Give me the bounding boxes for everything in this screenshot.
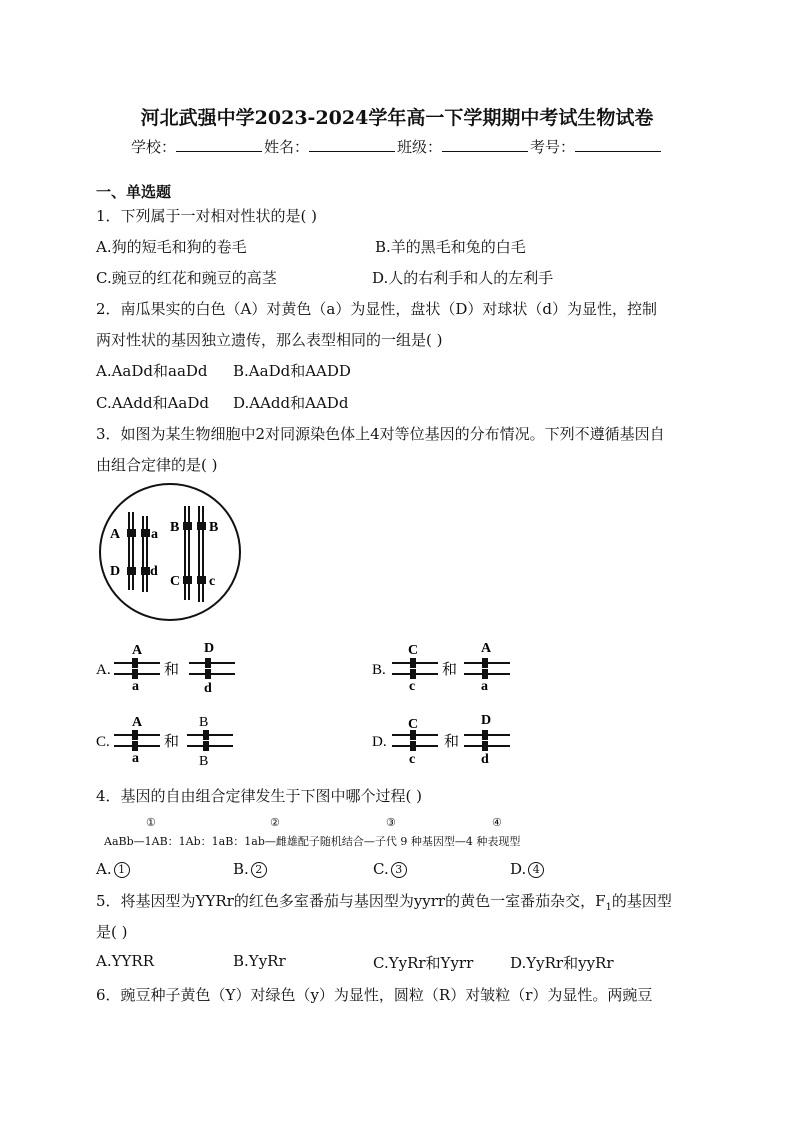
cell-chromosome-diagram xyxy=(98,482,243,622)
gene-label: C xyxy=(408,643,419,658)
q2-stem-line1: 2．南瓜果实的白色（A）对黄色（a）为显性，盘状（D）对球状（d）为显性，控制 xyxy=(96,300,657,318)
exam-title: 河北武强中学2023-2024学年高一下学期期中考试生物试卷 xyxy=(140,107,654,129)
q5-option-a: A.YYRR xyxy=(96,952,154,970)
gene-locus xyxy=(127,529,136,537)
conjunction-he: 和 xyxy=(442,662,458,678)
q5-stem-line2: 是( ) xyxy=(96,923,128,941)
option-label: D. xyxy=(510,860,527,878)
gene-label: d xyxy=(481,752,489,767)
class-label: 班级： xyxy=(397,138,443,156)
gene-label: c xyxy=(409,752,416,767)
section-heading: 一、单选题 xyxy=(96,183,172,201)
id-label: 考号： xyxy=(530,138,576,156)
q3-option-c-label: C. xyxy=(96,734,110,750)
q2-option-c: C.AAdd和AaDd xyxy=(96,394,209,412)
name-label: 姓名： xyxy=(263,138,309,156)
id-blank[interactable] xyxy=(575,137,661,152)
gene-label: B xyxy=(199,715,209,730)
gene-label-B-right: B xyxy=(209,520,219,535)
process-step-2: ② xyxy=(270,816,280,829)
gene-label: D xyxy=(204,641,215,656)
gene-locus xyxy=(141,529,150,537)
q3-option-b-pair1 xyxy=(392,643,438,694)
q3-option-a-pair2 xyxy=(189,641,235,696)
conjunction-he: 和 xyxy=(164,734,180,750)
gene-label-d: d xyxy=(150,564,158,579)
gene-locus xyxy=(183,576,192,584)
q5-option-d: D.YyRr和yyRr xyxy=(510,954,614,972)
option-label: B. xyxy=(233,860,249,878)
conjunction-he: 和 xyxy=(164,662,180,678)
process-chain: AaBb—1AB：1Ab：1aB：1ab—雌雄配子随机结合—子代 9 种基因型—4 种表现型 xyxy=(104,835,521,848)
q3-stem-line1: 3．如图为某生物细胞中2对同源染色体上4对等位基因的分布情况。下列不遵循基因自 xyxy=(96,425,665,443)
q4-stem: 4．基因的自由组合定律发生于下图中哪个过程( ) xyxy=(96,787,423,805)
q3-option-a-pair1 xyxy=(114,643,160,694)
gene-label-A: A xyxy=(110,527,121,542)
class-blank[interactable] xyxy=(442,137,528,152)
gene-label: c xyxy=(409,679,416,694)
process-step-4: ④ xyxy=(492,816,502,829)
q3-option-c-pair2 xyxy=(187,715,233,769)
q1-option-c: C.豌豆的红花和豌豆的高茎 xyxy=(96,269,277,287)
q2-option-a: A.AaDd和aaDd xyxy=(96,362,208,380)
cell-membrane xyxy=(100,484,240,620)
q3-stem-line2: 由组合定律的是( ) xyxy=(96,456,218,474)
student-info-line xyxy=(0,136,794,157)
q4-option-a xyxy=(96,860,130,878)
gene-label-B-left: B xyxy=(170,520,180,535)
q3-option-c-pair1 xyxy=(114,715,160,766)
q4-option-b xyxy=(233,860,267,878)
subscript: 1 xyxy=(605,902,612,913)
conjunction-he: 和 xyxy=(444,734,460,750)
gene-locus xyxy=(141,567,150,575)
process-step-1: ① xyxy=(146,816,156,829)
q5-option-b: B.YyRr xyxy=(233,952,286,970)
q3-option-a-label: A. xyxy=(96,662,111,678)
q5-stem-line1 xyxy=(96,890,672,913)
circled-number: 1 xyxy=(114,862,130,878)
q1-stem: 1．下列属于一对相对性状的是( ) xyxy=(96,207,318,225)
gene-label: D xyxy=(481,713,492,728)
gene-label: C xyxy=(408,717,419,732)
q4-option-c xyxy=(373,860,407,878)
gene-locus xyxy=(197,576,206,584)
q2-option-b: B.AaDd和AADD xyxy=(233,362,351,380)
option-label: C. xyxy=(373,860,389,878)
gene-label: d xyxy=(204,681,212,696)
q2-option-d: D.AAdd和AADd xyxy=(233,394,349,412)
school-label: 学校： xyxy=(130,138,176,156)
gene-label-C: C xyxy=(170,574,181,589)
gene-label-c: c xyxy=(209,574,216,589)
q4-option-d xyxy=(510,860,544,878)
q3-option-d-pair2 xyxy=(464,713,510,767)
q3-option-b-pair2 xyxy=(464,641,510,694)
gene-label: a xyxy=(132,679,139,694)
gene-label: A xyxy=(132,715,143,730)
q3-options-diagram xyxy=(92,638,732,773)
gene-locus xyxy=(197,522,206,530)
circled-number: 2 xyxy=(251,862,267,878)
gene-label-D: D xyxy=(110,564,121,579)
q1-option-a: A.狗的短毛和狗的卷毛 xyxy=(96,238,247,256)
q1-option-b: B.羊的黑毛和兔的白毛 xyxy=(375,238,526,256)
q6-stem-line1: 6．豌豆种子黄色（Y）对绿色（y）为显性，圆粒（R）对皱粒（r）为显性。两豌豆 xyxy=(96,986,653,1004)
gene-label: A xyxy=(132,643,143,658)
gene-label: a xyxy=(132,751,139,766)
q2-stem-line2: 两对性状的基因独立遗传，那么表型相同的一组是( ) xyxy=(96,331,443,349)
circled-number: 3 xyxy=(391,862,407,878)
gene-label: a xyxy=(481,679,488,694)
gene-label: B xyxy=(199,754,209,769)
gene-label-a: a xyxy=(151,527,158,542)
process-step-3: ③ xyxy=(386,816,396,829)
circled-number: 4 xyxy=(528,862,544,878)
q5-stem-text: 5．将基因型为YYRr的红色多室番茄与基因型为yyrr的黄色一室番茄杂交，F xyxy=(96,892,606,910)
q5-option-c: C.YyRr和Yyrr xyxy=(373,954,474,972)
school-blank[interactable] xyxy=(176,137,262,152)
q3-option-d-label: D. xyxy=(372,734,387,750)
q3-option-d-pair1 xyxy=(392,717,438,767)
q5-stem-text: 的基因型 xyxy=(611,892,672,910)
q1-option-d: D.人的右利手和人的左利手 xyxy=(372,269,554,287)
option-label: A. xyxy=(96,860,112,878)
gene-locus xyxy=(183,522,192,530)
q3-option-b-label: B. xyxy=(372,662,386,678)
gene-locus xyxy=(127,567,136,575)
gene-label: A xyxy=(481,641,492,656)
name-blank[interactable] xyxy=(309,137,395,152)
